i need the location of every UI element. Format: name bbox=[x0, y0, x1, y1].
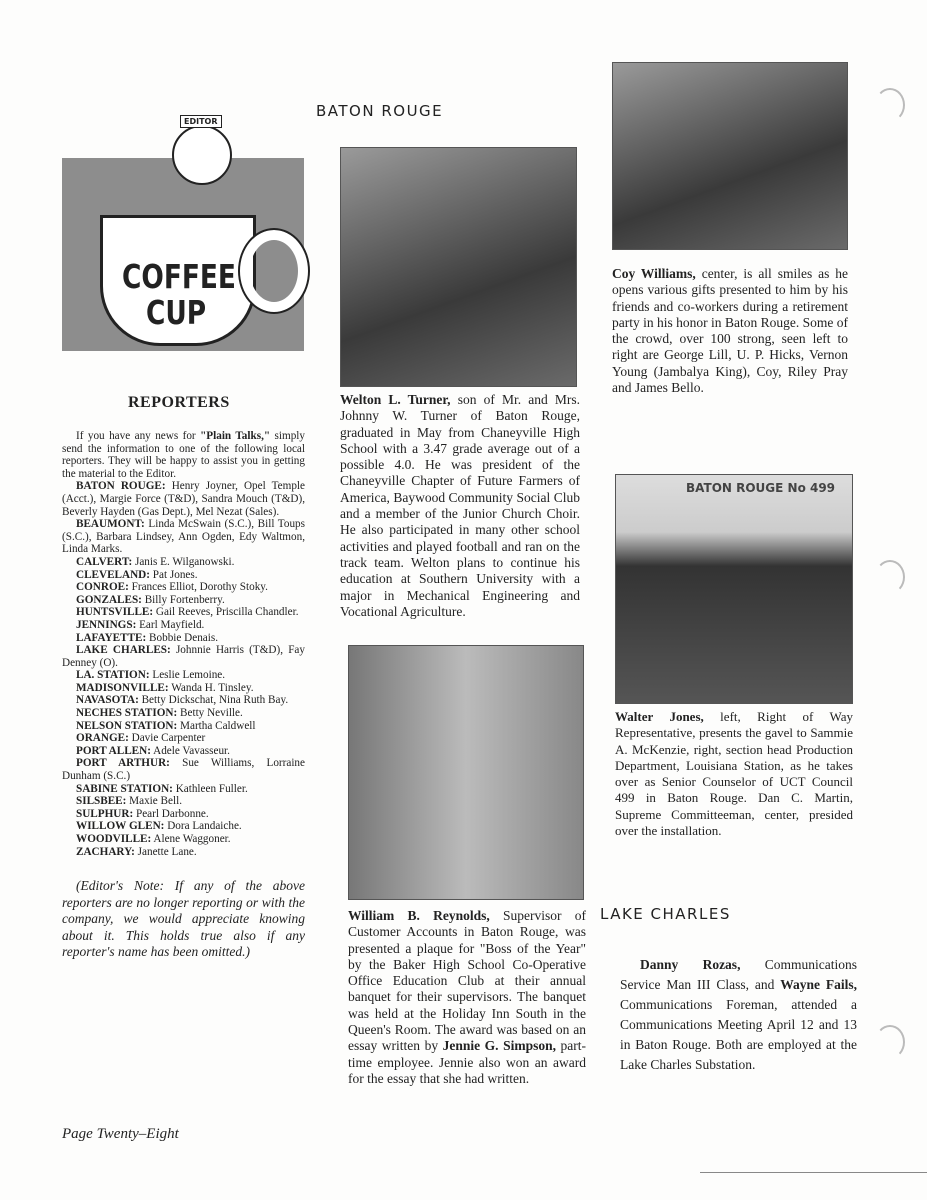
reporter-names: Frances Elliot, Dorothy Stoky. bbox=[131, 581, 268, 594]
reporter-names: Bobbie Denais. bbox=[149, 631, 219, 644]
reporter-names: Maxie Bell. bbox=[129, 795, 182, 808]
reporter-entry bbox=[62, 682, 305, 695]
photo-welton-turner bbox=[340, 147, 577, 387]
logo-text-coffee: COFFEE bbox=[122, 257, 236, 296]
reporters-list bbox=[62, 430, 305, 858]
reporter-place: GONZALES: bbox=[76, 593, 142, 606]
caption-rozas: Danny Rozas, Communications Service Man III Class, and Wayne Fails, Communications Foreman, attended a Communications Meeting April 12 and 13 in Baton Rouge. Both are employed at the Lake Charles Substation. bbox=[620, 957, 858, 1072]
binder-ring-icon bbox=[875, 1025, 905, 1059]
reporter-names: Sue Williams, Lorraine Dunham (S.C.) bbox=[62, 757, 305, 783]
reporter-entry bbox=[62, 783, 305, 796]
reporter-names: Alene Waggoner. bbox=[153, 833, 231, 845]
reporter-entry bbox=[62, 846, 305, 859]
reporter-names: Gail Reeves, Priscilla Chandler. bbox=[155, 606, 299, 619]
reporter-place: SABINE STATION: bbox=[76, 782, 173, 795]
reporter-names: Martha Caldwell bbox=[180, 719, 256, 732]
reporter-names: Adele Vavasseur. bbox=[153, 744, 230, 757]
reporter-place: CLEVELAND: bbox=[76, 568, 150, 581]
caption-turner: Welton L. Turner, son of Mr. and Mrs. Johnny W. Turner of Baton Rouge, graduated in May from Chaneyville High School with a 3.47 grade average out of a possible 4.0. He was president of the Chaneyville Chapter of Future Farmers of America, Baywood Community Social Club and a member of the Junior Church Choir. He also participated in many other school activities and played football and ran on the track team. Welton plans to continue his education at Southern University with a major in Mechanical Engineering and Vocational Agriculture. bbox=[340, 392, 581, 619]
section-heading-lake-charles: LAKE CHARLES bbox=[600, 905, 731, 923]
reporter-place: JENNINGS: bbox=[76, 618, 137, 631]
reporter-names: Linda McSwain (S.C.), Bill Toups (S.C.), Barbara Lindsey, Ann Ogden, Edy Waltmon, Linda Marks. bbox=[62, 518, 305, 556]
reporter-entry bbox=[62, 480, 305, 518]
page-number: Page Twenty–Eight bbox=[62, 1126, 179, 1142]
reporter-entry bbox=[62, 644, 305, 669]
reporter-place: LAKE CHARLES: bbox=[76, 644, 171, 657]
editors-note: (Editor's Note: If any of the above reporters are no longer reporting or with the company, we would appreciate knowing about it. This holds true also if any reporter's name has been omitted.) bbox=[62, 878, 305, 959]
reporter-place: LA. STATION: bbox=[76, 669, 150, 682]
photo-banner-text: BATON ROUGE No 499 bbox=[686, 481, 836, 495]
reporter-entry bbox=[62, 606, 305, 619]
reporter-names: Davie Carpenter bbox=[131, 732, 206, 745]
reporter-entry bbox=[62, 594, 305, 607]
reporter-names: Pat Jones. bbox=[152, 568, 198, 581]
reporter-entry bbox=[62, 820, 305, 833]
reporters-intro: If you have any news for "Plain Talks," simply send the information to one of the following local reporters. They will be happy to assist you in getting the material to the Editor. bbox=[62, 430, 305, 480]
reporter-entry bbox=[62, 619, 305, 632]
reporter-entry bbox=[62, 757, 305, 782]
logo-badge: EDITOR bbox=[180, 115, 222, 128]
reporter-place: PORT ARTHUR: bbox=[76, 757, 170, 770]
reporter-place: BEAUMONT: bbox=[76, 518, 145, 531]
reporter-place: CALVERT: bbox=[76, 555, 133, 568]
binder-ring-icon bbox=[875, 560, 905, 594]
reporter-entry bbox=[62, 808, 305, 821]
reporter-names: Earl Mayfield. bbox=[139, 618, 205, 631]
reporter-names: Billy Fortenberry. bbox=[144, 593, 225, 606]
reporter-place: HUNTSVILLE: bbox=[76, 606, 154, 619]
reporter-entry bbox=[62, 795, 305, 808]
reporter-entry bbox=[62, 669, 305, 682]
reporter-entry bbox=[62, 632, 305, 645]
reporter-place: NAVASOTA: bbox=[76, 694, 139, 707]
binder-ring-icon bbox=[875, 88, 905, 122]
reporter-place: CONROE: bbox=[76, 581, 129, 594]
reporter-names: Janette Lane. bbox=[137, 845, 197, 858]
coffee-cup-logo bbox=[62, 115, 304, 351]
divider bbox=[700, 1172, 927, 1173]
reporters-title: REPORTERS bbox=[128, 394, 230, 411]
reporter-entry bbox=[62, 833, 305, 846]
reporter-entry bbox=[62, 518, 305, 556]
reporter-entry bbox=[62, 581, 305, 594]
photo-walter-jones-gavel bbox=[615, 474, 853, 704]
reporter-names: Pearl Darbonne. bbox=[135, 807, 209, 820]
reporter-names: Janis E. Wilganowski. bbox=[134, 555, 235, 568]
section-heading-baton-rouge: BATON ROUGE bbox=[316, 102, 444, 120]
reporter-place: NECHES STATION: bbox=[76, 707, 178, 720]
reporter-names: Johnnie Harris (T&D), Fay Denney (O). bbox=[62, 644, 305, 669]
reporter-names: Kathleen Fuller. bbox=[175, 782, 248, 795]
reporter-names: Betty Neville. bbox=[180, 707, 243, 720]
reporter-entry bbox=[62, 694, 305, 707]
photo-coy-williams-party bbox=[612, 62, 848, 250]
reporter-entry bbox=[62, 745, 305, 758]
reporter-names: Dora Landaiche. bbox=[167, 820, 242, 833]
reporter-entry bbox=[62, 707, 305, 720]
reporter-place: LAFAYETTE: bbox=[76, 631, 147, 644]
reporter-names: Leslie Lemoine. bbox=[152, 669, 226, 682]
reporter-place: ORANGE: bbox=[76, 732, 129, 745]
reporter-names: Wanda H. Tinsley. bbox=[171, 681, 254, 694]
reporter-place: WOODVILLE: bbox=[76, 833, 152, 845]
logo-text-cup: CUP bbox=[146, 293, 207, 332]
reporter-place: SULPHUR: bbox=[76, 807, 134, 820]
reporter-place: NELSON STATION: bbox=[76, 719, 178, 732]
reporter-entry bbox=[62, 720, 305, 733]
reporter-place: ZACHARY: bbox=[76, 845, 135, 858]
reporter-names: Betty Dickschat, Nina Ruth Bay. bbox=[141, 694, 289, 707]
reporter-place: MADISONVILLE: bbox=[76, 681, 169, 694]
reporter-names: Henry Joyner, Opel Temple (Acct.), Margie Force (T&D), Sandra Mouch (T&D), Beverly Hayden (Gas Dept.), Mel Nezat (Sales). bbox=[62, 480, 305, 518]
reporter-entry bbox=[62, 732, 305, 745]
reporter-place: PORT ALLEN: bbox=[76, 744, 151, 757]
reporter-entry bbox=[62, 569, 305, 582]
caption-williams: Coy Williams, center, is all smiles as he opens various gifts presented to him by his friends and co-workers during a retirement party in his honor in Baton Rouge. Some of the crowd, over 100 strong, seen left to right are George Lill, U. P. Hicks, Vernon Young (Jambalya King), Coy, Riley Pray and James Bello. bbox=[612, 266, 849, 396]
reporter-entry bbox=[62, 556, 305, 569]
photo-william-reynolds bbox=[348, 645, 584, 900]
reporter-place: WILLOW GLEN: bbox=[76, 820, 165, 833]
reporter-place: SILSBEE: bbox=[76, 795, 127, 808]
caption-reynolds: William B. Reynolds, Supervisor of Customer Accounts in Baton Rouge, was presented a plaque for "Boss of the Year" by the Baker High School Co-Operative Office Education Club at their annual banquet for their supervisors. The banquet was held at the Holiday Inn South in the Queen's Room. The award was based on an essay written by Jennie G. Simpson, part-time employee. Jennie also won an award for the essay that she had written. bbox=[348, 908, 586, 1086]
reporter-place: BATON ROUGE: bbox=[76, 480, 166, 493]
caption-jones: Walter Jones, left, Right of Way Representative, presents the gavel to Sammie A. McKenzie, right, section head Production Department, Louisiana Station, as he takes over as Senior Counselor of UCT Council 499 in Baton Rouge. Dan C. Martin, Supreme Committeeman, center, presided over the installation. bbox=[615, 709, 854, 839]
